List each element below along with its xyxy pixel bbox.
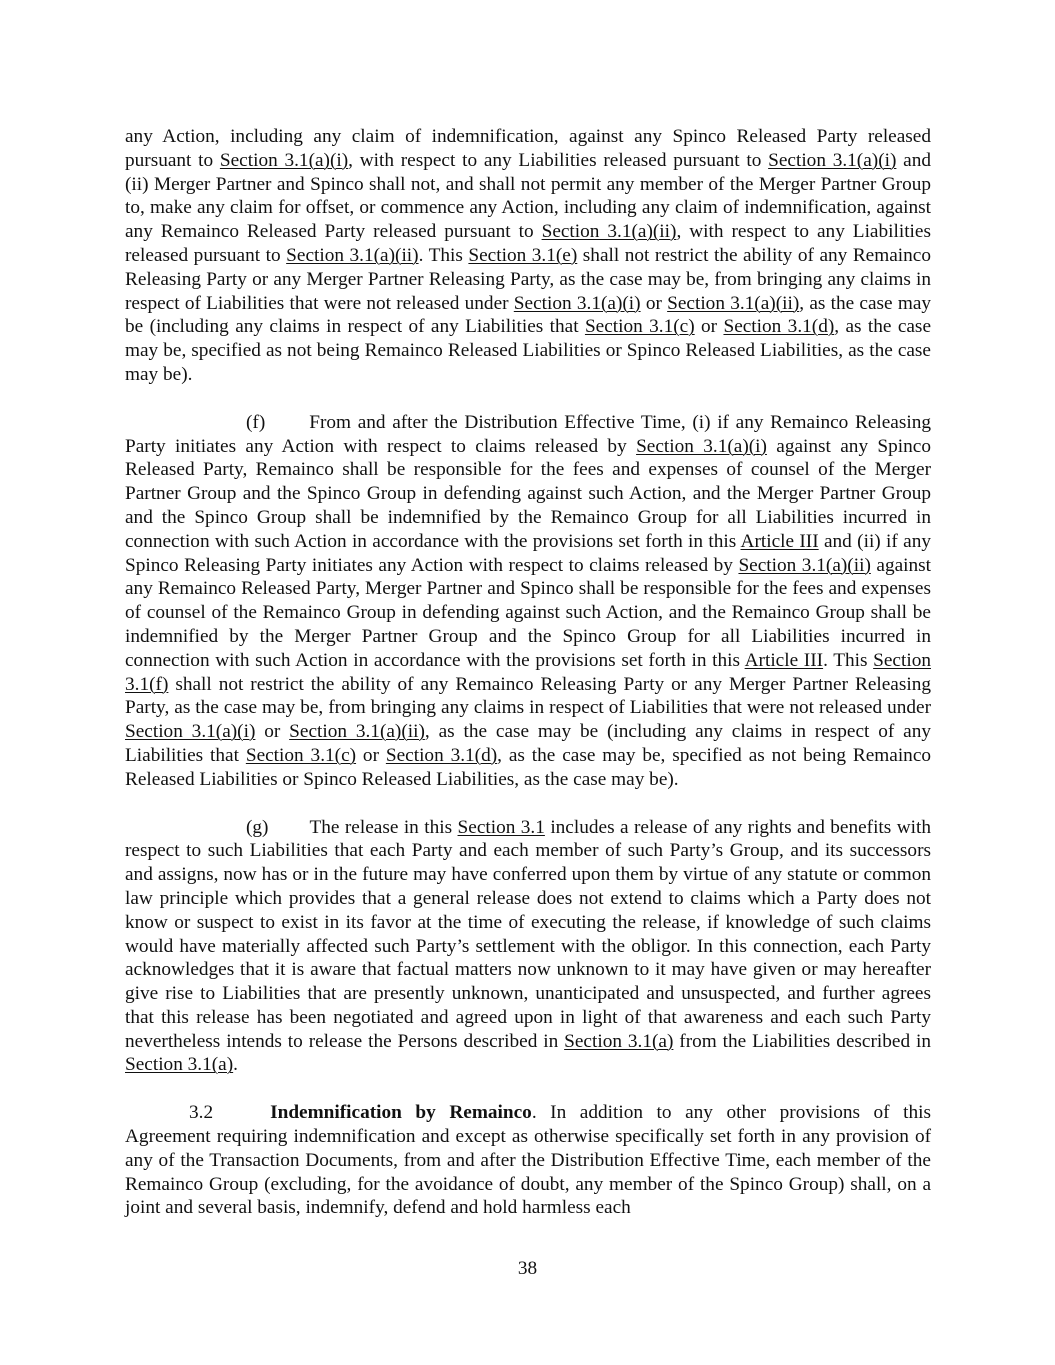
text-run: against any Remainco Released Party, Merger Partner and Spinco shall be responsible for the fees and expenses of counsel of the Remainco Group in defending against such Action, and the Remainco Group shall be indemnified by the Merger Partner Group and the Spinco Group for all Liabilities incurred in connection with such Action in accordance with the provisions set forth in this [125,554,932,671]
section-reference: Section 3.1(a)(i) [219,149,349,171]
text-run: against any Spinco Released Party, Remainco shall be responsible for the fees and expenses of counsel of the Merger Partner Group and the Spinco Group in defending against such Action, and the Merger Partner Group and the Spinco Group shall be indemnified by the Remainco Group for all Liabilities incurred in connection with such Action in accordance with the provisions set forth in this [125,435,931,552]
text-run: , as the case may be (including any claims in respect of any Liabilities that [125,292,932,338]
paragraph-3-2 [125,1101,931,1220]
text-run: . This [823,649,874,671]
text-run: includes a release of any rights and benefits with respect to such Liabilities that each Party and each member of such Party’s Group, and its successors and assigns, now has or in the future may have conferred upon them by virtue of any statute or common law principle which provides that a general release does not extend to claims which a Party does not know or suspect to exist in its favor at the time of executing the release, if knowledge of such claims would have materially affected such Party’s settlement with the obligor. In this connection, each Party acknowledges that it is aware that factual matters now unknown to it may have given or may hereafter give rise to Liabilities that are presently unknown, unanticipated and unsuspected, and further agrees that this release has been negotiated and agreed upon in light of that awareness and each such Party nevertheless intends to release the Persons described in [125,816,931,1052]
clause-label: (g) [246,816,269,838]
section-reference: Section 3.1(a)(i) [125,721,256,743]
paragraph-f [125,411,931,792]
text-run: . In addition to any other provisions of this Agreement requiring indemnification and except as otherwise specifically set forth in any provision of any of the Transaction Documents, from and after the Distribution Effective Time, each member of the Remainco Group (excluding, for the avoidance of doubt, any member of the Spinco Group) shall, on a joint and several basis, indemnify, defend and hold harmless each [125,1102,931,1219]
text-run: From and after the Distribution Effective Time, (i) if any Remainco Releasing Party initiates any Action with respect to claims released by [125,411,931,457]
section-reference: Section 3.1(a)(i) [768,149,897,171]
section-reference: Section 3.1(a)(ii) [541,221,677,243]
text-run: or [640,292,668,314]
section-reference: Section 3.1 [457,816,545,838]
text-run: or [255,721,290,743]
section-reference: Section 3.1(a)(ii) [667,292,800,314]
section-reference: Section 3.1(f) [125,649,931,695]
section-reference: Section 3.1(a)(ii) [286,244,419,266]
section-number: 3.2 [189,1102,214,1124]
paragraph-g [125,816,931,1078]
section-reference: Section 3.1(a) [125,1054,234,1076]
section-reference: Section 3.1(e) [468,244,578,266]
section-reference: Section 3.1(a)(i) [513,292,641,314]
article-reference: Article III [740,530,819,552]
text-run: or [694,316,724,338]
section-reference: Section 3.1(d) [385,744,498,766]
section-reference: Section 3.1(a)(ii) [738,554,871,576]
text-run: and (ii) Merger Partner and Spinco shall not, and shall not permit any member of the Merger Partner Group to, make any claim for offset, or commence any Action, including any claim of indemnification, against any Remainco Released Party released pursuant to [125,149,931,243]
text-run: or [356,744,386,766]
clause-label: (f) [246,411,266,433]
text-run: , as the case may be, specified as not being Remainco Released Liabilities or Spinco Released Liabilities, as the case may be). [125,744,932,790]
section-reference: Section 3.1(a) [564,1030,674,1052]
text-run: and (ii) if any Spinco Releasing Party initiates any Action with respect to claims released by [125,530,931,576]
text-run: , with respect to any Liabilities released pursuant to [125,221,931,266]
section-heading: Indemnification by Remainco [270,1102,532,1124]
document-page [125,125,931,1220]
text-run: , as the case may be (including any claims in respect of any Liabilities that [125,721,932,766]
text-run: The release in this [309,816,458,838]
section-reference: Section 3.1(c) [584,316,695,338]
section-reference: Section 3.1(a)(ii) [289,721,425,743]
paragraph-release-continuation [125,125,931,387]
section-reference: Section 3.1(a)(i) [636,435,767,457]
text-run: . This [418,244,469,266]
text-run: shall not restrict the ability of any Remainco Releasing Party or any Merger Partner Releasing Party, as the case may be, from bringing any claims in respect of Liabilities that were not released under [125,244,931,314]
text-run: shall not restrict the ability of any Remainco Releasing Party or any Merger Partner Releasing Party, as the case may be, from bringing any claims in respect of Liabilities that were not released under [125,673,931,719]
text-run: , with respect to any Liabilities released pursuant to [348,149,769,171]
section-reference: Section 3.1(d) [723,316,835,338]
text-run: any Action, including any claim of indemnification, against any Spinco Released Party released pursuant to [125,126,931,171]
section-reference: Section 3.1(c) [245,744,357,766]
text-run: from the Liabilities described in [673,1030,931,1052]
page-number: 38 [517,1258,538,1279]
text-run: , as the case may be, specified as not being Remainco Released Liabilities or Spinco Released Liabilities, as the case may be). [125,316,931,385]
text-run: . [233,1054,238,1076]
article-reference: Article III [744,649,824,671]
